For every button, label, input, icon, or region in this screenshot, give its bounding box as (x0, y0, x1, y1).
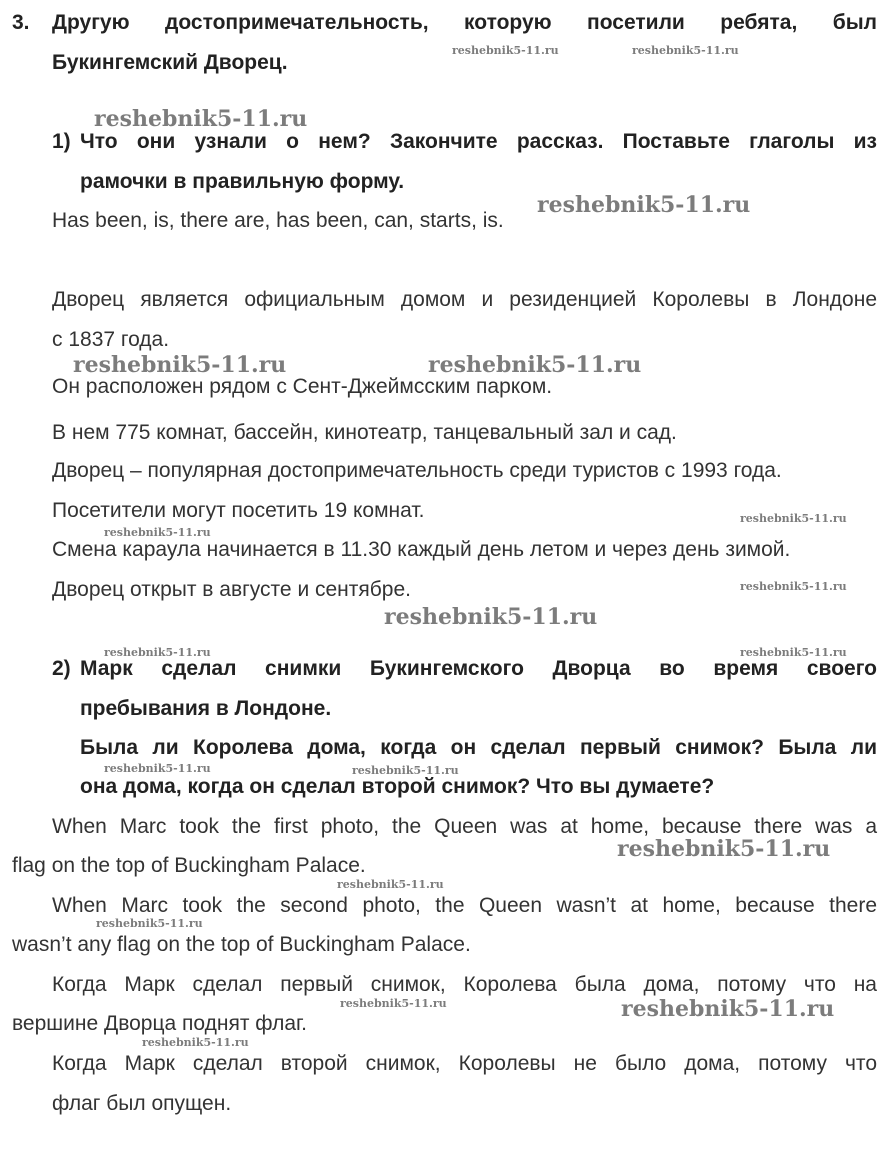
task-number: 3. (12, 11, 30, 34)
watermark: reshebnik5-11.ru (352, 764, 459, 777)
part2-question-line3: Была ли Королева дома, когда он сделал первый снимок? Была ли (80, 736, 877, 759)
part1-sentence: Посетители могут посетить 19 комнат. (52, 499, 425, 522)
answer-en2-line2: wasn’t any flag on the top of Buckingham Palace. (12, 933, 471, 956)
watermark: reshebnik5-11.ru (340, 997, 447, 1010)
watermark: reshebnik5-11.ru (740, 580, 847, 593)
watermark: reshebnik5-11.ru (617, 836, 831, 862)
answer-ru2-line2: флаг был опущен. (52, 1092, 232, 1115)
part1-number: 1) (52, 130, 71, 153)
watermark: reshebnik5-11.ru (740, 512, 847, 525)
answer-ru1-line2: вершине Дворца поднят флаг. (12, 1012, 307, 1035)
task-intro-line2: Букингемский Дворец. (52, 51, 288, 74)
answer-en2-line1: When Marc took the second photo, the Queen wasn’t at home, because there (52, 894, 877, 917)
part2-number: 2) (52, 657, 71, 680)
watermark: reshebnik5-11.ru (384, 604, 598, 630)
watermark: reshebnik5-11.ru (632, 44, 739, 57)
part1-sentence: Дворец – популярная достопримечательность среди туристов с 1993 года. (52, 459, 782, 482)
part1-sentence: Он расположен рядом с Сент-Джеймсским парком. (52, 375, 553, 398)
part1-sentence: Дворец является официальным домом и резиденцией Королевы в Лондоне (52, 288, 877, 311)
part1-answers: Has been, is, there are, has been, can, starts, is. (52, 209, 504, 232)
watermark: reshebnik5-11.ru (452, 44, 559, 57)
watermark: reshebnik5-11.ru (337, 878, 444, 891)
part1-sentence: В нем 775 комнат, бассейн, кинотеатр, танцевальный зал и сад. (52, 421, 677, 444)
watermark: reshebnik5-11.ru (104, 526, 211, 539)
part2-question-line2: пребывания в Лондоне. (80, 697, 332, 720)
watermark: reshebnik5-11.ru (142, 1036, 249, 1049)
watermark: reshebnik5-11.ru (73, 352, 287, 378)
task-intro-line1: Другую достопримечательность, которую посетили ребята, был (52, 11, 877, 34)
part2-question-line1: Марк сделал снимки Букингемского Дворца во время своего (80, 657, 877, 680)
watermark: reshebnik5-11.ru (104, 646, 211, 659)
part1-sentence: Дворец открыт в августе и сентябре. (52, 578, 411, 601)
watermark: reshebnik5-11.ru (740, 646, 847, 659)
answer-ru1-line1: Когда Марк сделал первый снимок, Королева была дома, потому что на (52, 973, 877, 996)
part1-question-line2: рамочки в правильную форму. (80, 170, 405, 193)
answer-ru2-line1: Когда Марк сделал второй снимок, Королевы не было дома, потому что (52, 1052, 877, 1075)
watermark: reshebnik5-11.ru (621, 996, 835, 1022)
watermark: reshebnik5-11.ru (96, 917, 203, 930)
watermark: reshebnik5-11.ru (537, 192, 751, 218)
part2-question-line4: она дома, когда он сделал второй снимок? Что вы думаете? (80, 775, 715, 798)
watermark: reshebnik5-11.ru (94, 106, 308, 132)
watermark: reshebnik5-11.ru (428, 352, 642, 378)
part1-question-line1: Что они узнали о нем? Закончите рассказ. Поставьте глаголы из (80, 130, 877, 153)
answer-en1-line2: flag on the top of Buckingham Palace. (12, 854, 366, 877)
part1-sentence: Смена караула начинается в 11.30 каждый день летом и через день зимой. (52, 538, 791, 561)
watermark: reshebnik5-11.ru (104, 762, 211, 775)
part1-sentence: с 1837 года. (52, 328, 170, 351)
answer-en1-line1: When Marc took the first photo, the Queen was at home, because there was a (52, 815, 877, 838)
